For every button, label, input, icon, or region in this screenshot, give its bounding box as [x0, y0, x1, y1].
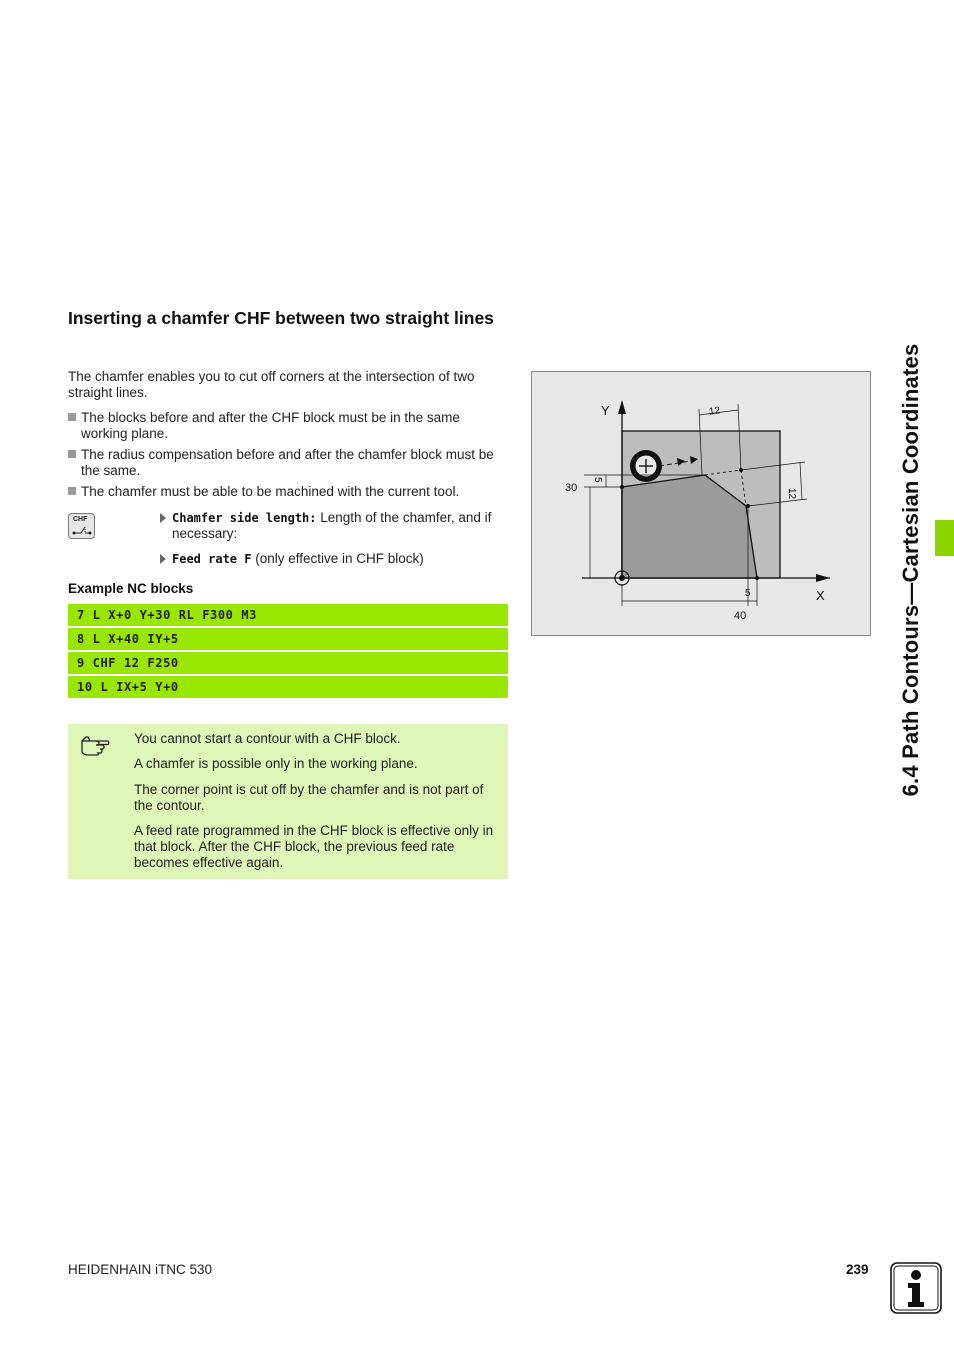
- chamfer-figure: [531, 371, 871, 636]
- dim-bottom-small-label: 5: [745, 588, 751, 599]
- bullet-item: [68, 447, 508, 479]
- dialog-text: Length of the chamfer, and if necessary:: [172, 510, 492, 541]
- chapter-title-text: 6.4 Path Contours—Cartesian Coordinates: [898, 343, 923, 797]
- bullet-text: The radius compensation before and after the chamfer block must be the same.: [81, 447, 494, 478]
- x-axis-arrow-icon: [816, 574, 830, 582]
- info-icon: [890, 1262, 942, 1314]
- dim-left-label: 30: [565, 482, 578, 494]
- pointing-hand-icon: [80, 733, 110, 757]
- footer-manual-name: HEIDENHAIN iTNC 530: [68, 1262, 213, 1277]
- bullet-item: [68, 484, 508, 500]
- dialog-text: (only effective in CHF block): [251, 551, 424, 566]
- bullet-item: [68, 410, 508, 442]
- y-axis-label: Y: [601, 403, 610, 418]
- dim-top-label: 12: [708, 405, 721, 418]
- note-box: [68, 724, 508, 879]
- note-paragraph: The corner point is cut off by the chamfer and is not part of the contour.: [134, 782, 484, 813]
- dim-bottom-label: 40: [734, 610, 747, 622]
- bullet-square-icon: [68, 450, 76, 458]
- x-axis-label: X: [816, 588, 825, 603]
- bullet-text: The chamfer must be able to be machined with the current tool.: [81, 484, 460, 499]
- y-axis-arrow-icon: [618, 400, 626, 414]
- note-paragraph: You cannot start a contour with a CHF block.: [134, 731, 401, 746]
- chamfer-key-icon: [72, 524, 92, 536]
- nc-block: 9 CHF 12 F250: [68, 652, 508, 674]
- bullet-square-icon: [68, 413, 76, 421]
- note-paragraph: A feed rate programmed in the CHF block is effective only in that block. After the CHF block, the previous feed rate becomes effective again.: [134, 823, 494, 870]
- milling-cutter-icon: [630, 450, 662, 482]
- nc-block: 8 L X+40 IY+5: [68, 628, 508, 650]
- dim-right-label: 12: [786, 488, 797, 500]
- nc-block: 7 L X+0 Y+30 RL F300 M3: [68, 604, 508, 626]
- bullet-square-icon: [68, 487, 76, 495]
- nc-block: 10 L IX+5 Y+0: [68, 676, 508, 698]
- dialog-item-chamfer-length: [160, 510, 508, 542]
- dialog-code: Chamfer side length:: [172, 511, 317, 525]
- chf-key-label: CHF: [73, 516, 88, 523]
- triangle-bullet-icon: [160, 554, 166, 564]
- dim-left-small-label: 5: [592, 477, 603, 483]
- intro-paragraph: The chamfer enables you to cut off corners at the intersection of two straight lines.: [68, 369, 475, 400]
- dialog-code: Feed rate F: [172, 552, 252, 566]
- section-title: Inserting a chamfer CHF between two straight lines: [68, 308, 494, 328]
- bullet-text: The blocks before and after the CHF block must be in the same working plane.: [81, 410, 460, 441]
- chamfer-diagram: [532, 372, 872, 637]
- page-number: 239: [846, 1262, 869, 1277]
- dialog-item-feed-rate: [160, 551, 508, 567]
- example-heading: Example NC blocks: [68, 581, 194, 596]
- note-paragraph: A chamfer is possible only in the working plane.: [134, 756, 418, 771]
- triangle-bullet-icon: [160, 513, 166, 523]
- chapter-tab: [935, 520, 954, 556]
- chf-key: [68, 513, 95, 539]
